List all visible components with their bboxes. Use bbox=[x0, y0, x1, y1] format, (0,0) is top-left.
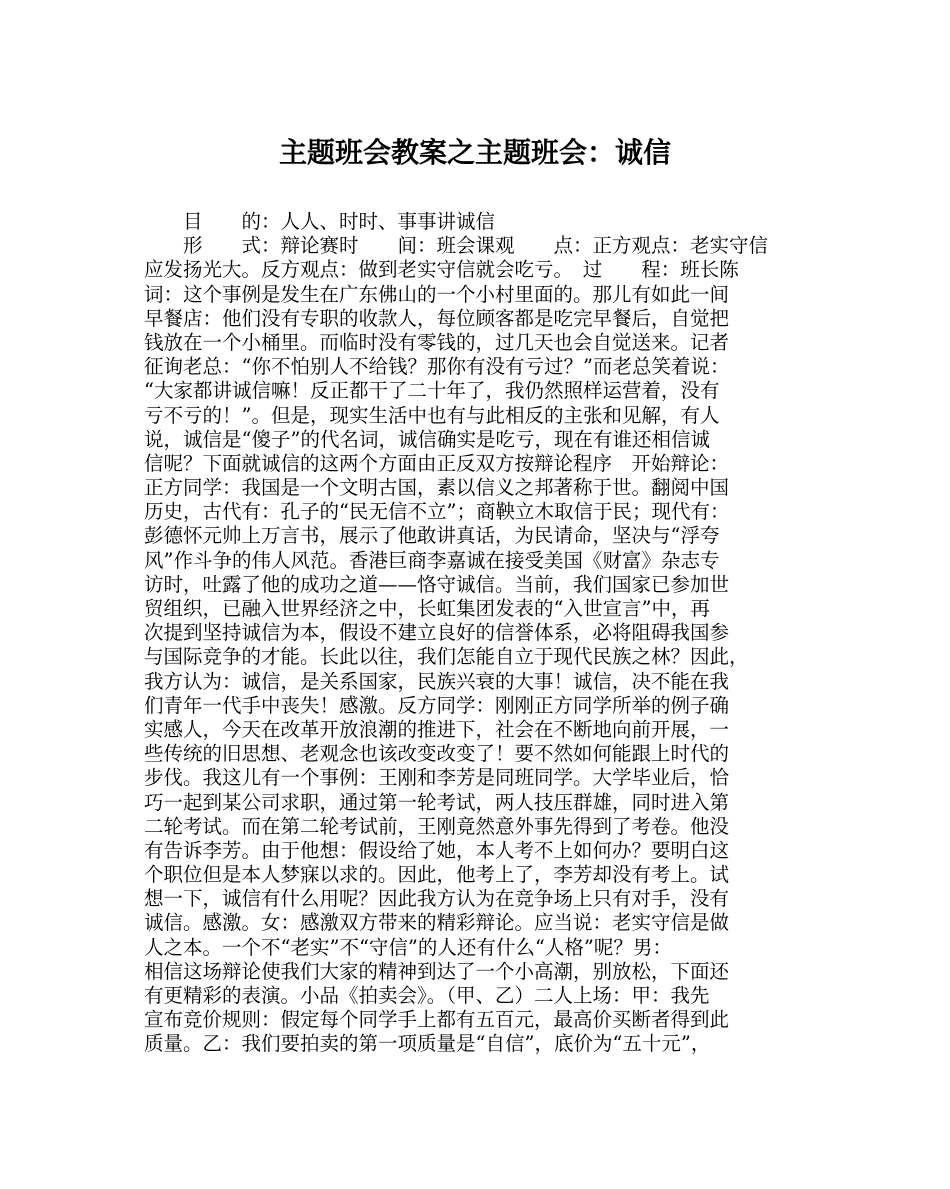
text-line: 正方同学：我国是一个文明古国，素以信义之邦著称于世。翻阅中国 bbox=[144, 476, 730, 500]
text-line: 早餐店：他们没有专职的收款人，每位顾客都是吃完早餐后，自觉把 bbox=[144, 306, 730, 330]
page-title: 主题班会教案之主题班会：诚信 bbox=[278, 136, 671, 169]
text-line: 征询老总：“你不怕别人不给钱？那你有没有亏过？”而老总笑着说： bbox=[144, 355, 730, 379]
text-line: 与国际竞争的才能。长此以往，我们怎能自立于现代民族之林？因此， bbox=[144, 645, 749, 669]
text-line: 目 的：人人、时时、事事讲诚信 bbox=[144, 210, 496, 233]
text-line: 形 式：辩论赛时 间：班会课观 点：正方观点：老实守信 bbox=[144, 234, 769, 258]
text-line: 个职位但是本人梦寐以求的。因此，他考上了，李芳却没有考上。试 bbox=[144, 863, 730, 887]
text-line: 我方认为：诚信，是关系国家，民族兴衰的大事！诚信，决不能在我 bbox=[144, 669, 730, 693]
text-line: 词：这个事例是发生在广东佛山的一个小村里面的。那儿有如此一间 bbox=[144, 282, 730, 306]
text-line: “大家都讲诚信嘛！反正都干了二十年了，我仍然照样运营着，没有 bbox=[144, 379, 720, 403]
text-line: 访时，吐露了他的成功之道——恪守诚信。当前，我们国家已参加世 bbox=[144, 572, 730, 596]
text-line: 些传统的旧思想、老观念也该改变改变了！要不然如何能跟上时代的 bbox=[144, 742, 730, 766]
text-line: 二轮考试。而在第二轮考试前，王刚竟然意外事先得到了考卷。他没 bbox=[144, 814, 730, 838]
text-line: 贸组织，已融入世界经济之中，长虹集团发表的“入世宣言”中，再 bbox=[144, 597, 710, 620]
text-line: 宣布竞价规则：假定每个同学手上都有五百元，最高价买断者得到此 bbox=[144, 1008, 730, 1032]
text-line: 步伐。我这儿有一个事例：王刚和李芳是同班同学。大学毕业后，恰 bbox=[144, 766, 730, 790]
text-line: 信呢？下面就诚信的这两个方面由正反双方按辩论程序 开始辩论： bbox=[144, 451, 730, 475]
text-line: 历史，古代有：孔子的“民无信不立”；商鞅立木取信于民；现代有： bbox=[144, 500, 730, 524]
text-line: 质量。乙：我们要拍卖的第一项质量是“自信”，底价为“五十元”， bbox=[144, 1032, 711, 1056]
text-line: 诚信。感激。女：感激双方带来的精彩辩论。应当说：老实守信是做 bbox=[144, 911, 730, 935]
text-line: 钱放在一个小桶里。而临时没有零钱的，过几天也会自觉送来。记者 bbox=[144, 330, 730, 354]
text-line: 应发扬光大。反方观点：做到老实守信就会吃亏。 过 程：班长陈 bbox=[144, 258, 739, 282]
text-line: 有告诉李芳。由于他想：假设给了她，本人考不上如何办？要明白这 bbox=[144, 838, 730, 862]
text-line: 有更精彩的表演。小品《拍卖会》。（甲、乙）二人上场：甲：我先 bbox=[144, 984, 710, 1007]
body-text bbox=[144, 210, 806, 1057]
text-line: 人之本。一个不“老实”不“守信”的人还有什么“人格”呢？男： bbox=[144, 935, 672, 959]
text-line: 次提到坚持诚信为本，假设不建立良好的信誉体系，必将阻碍我国参 bbox=[144, 621, 730, 645]
text-line: 们青年一代手中丧失！感激。反方同学：刚刚正方同学所举的例子确 bbox=[144, 693, 730, 717]
text-line: 风”作斗争的伟人风范。香港巨商李嘉诚在接受美国《财富》杂志专 bbox=[144, 548, 720, 572]
text-line: 相信这场辩论使我们大家的精神到达了一个小高潮，别放松，下面还 bbox=[144, 959, 730, 983]
text-line: 彭德怀元帅上万言书，展示了他敢讲真话，为民请命，坚决与“浮夸 bbox=[144, 524, 720, 548]
text-line: 亏不亏的！”。但是，现实生活中也有与此相反的主张和见解，有人 bbox=[144, 403, 720, 427]
text-line: 说，诚信是“傻子”的代名词，诚信确实是吃亏，现在有谁还相信诚 bbox=[144, 427, 710, 451]
text-line: 想一下，诚信有什么用呢？因此我方认为在竞争场上只有对手，没有 bbox=[144, 887, 730, 911]
text-line: 巧一起到某公司求职，通过第一轮考试，两人技压群雄，同时进入第 bbox=[144, 790, 730, 814]
text-line: 实感人，今天在改革开放浪潮的推进下，社会在不断地向前开展，一 bbox=[144, 717, 730, 741]
